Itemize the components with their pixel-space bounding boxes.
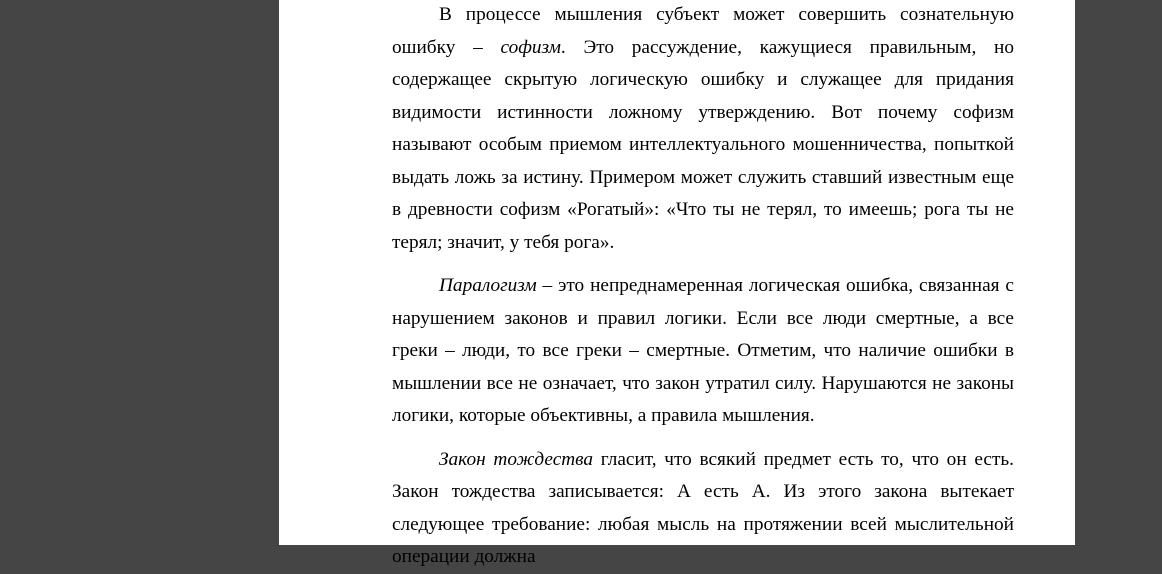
paragraph-law-of-identity [392,444,1014,574]
paragraph-text: . Это рассуждение, кажущиеся правильным, но содержащее скрытую логическую ошибку и служащее для придания видимости истинности ложному утверждению. Вот почему софизм называют особым приемом интеллектуального мошенничества, попыткой выдать ложь за истину. Примером может служить ставший известным еще в древности софизм «Рогатый»: «Что ты не терял, то имеешь; рога ты не терял; значит, у тебя рога». [392,36,1014,253]
page-text [392,0,1014,574]
italic-term: Закон тождества [439,448,594,470]
document-page [279,0,1075,567]
paragraph-text: – это непреднамеренная логическая ошибка, связанная с нарушением законов и правил логики. Если все люди смертные, а все греки – люди, то все греки – смертные. Отметим, что наличие ошибки в мышлении все не означает, что закон утратил силу. Нарушаются не законы логики, которые объективны, а правила мышления. [392,275,1014,426]
paragraph-text: гласит, что всякий предмет есть то, что он есть. Закон тождества записывается: А есть А. Из этого закона вытекает следующее требование: любая мысль на протяжении всей мыслительной операции должна [392,448,1014,567]
paragraph-text: В процессе мышления субъект может совершить сознательную ошибку – [392,4,1014,58]
italic-term: Паралогизм [439,275,537,296]
italic-term: софизм [500,36,561,58]
paragraph-sophism [392,0,1014,259]
paragraph-paralogism [392,270,1014,433]
